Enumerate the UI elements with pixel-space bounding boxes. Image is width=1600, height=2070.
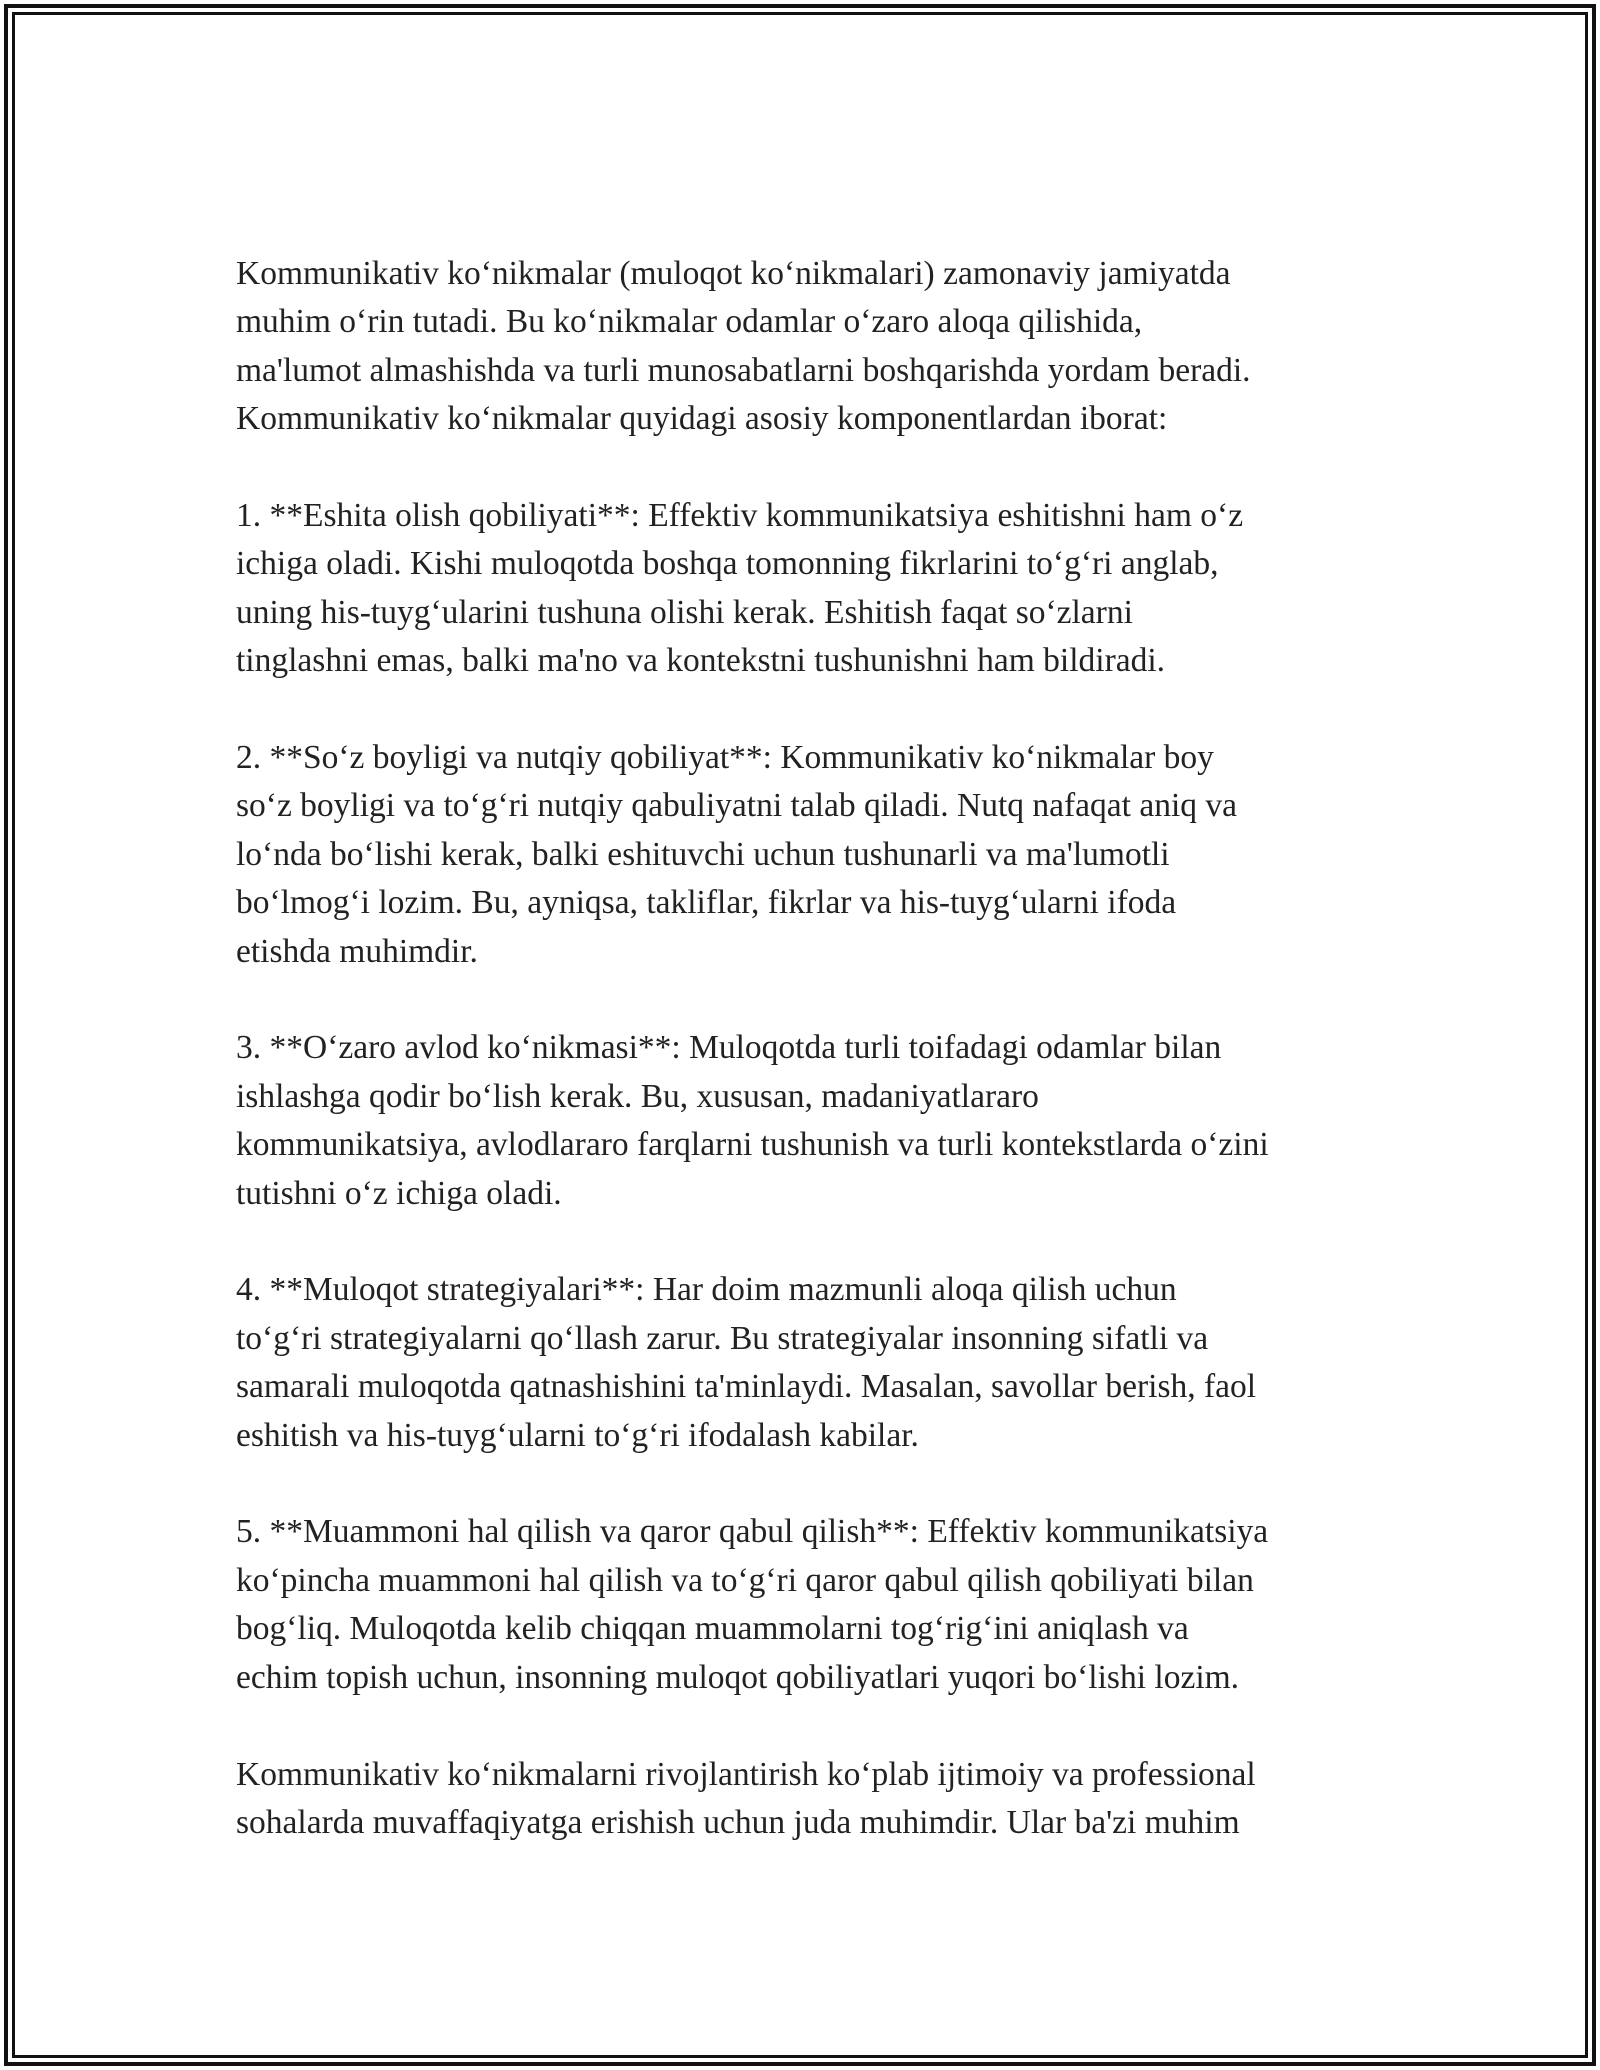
text-line: 4. **Muloqot strategiyalari**: Har doim mazmunli aloqa qilish uchun — [236, 1271, 1177, 1309]
text-line: uning his-tuygʻularini tushuna olishi kerak. Eshitish faqat soʻzlarni — [236, 593, 1133, 631]
text-line: loʻnda boʻlishi kerak, balki eshituvchi uchun tushunarli va ma'lumotli — [236, 835, 1170, 873]
text-line: sohalarda muvaffaqiyatga erishish uchun juda muhimdir. Ular ba'zi muhim — [236, 1803, 1240, 1841]
text-line: Kommunikativ koʻnikmalar quyidagi asosiy komponentlardan iborat: — [236, 400, 1168, 438]
text-line: kommunikatsiya, avlodlararo farqlarni tushunish va turli kontekstlarda oʻzini — [236, 1126, 1269, 1164]
text-line: 1. **Eshita olish qobiliyati**: Effektiv kommunikatsiya eshitishni ham oʻz — [236, 497, 1244, 535]
text-line: etishda muhimdir. — [236, 932, 478, 970]
text-line: 3. **Oʻzaro avlod koʻnikmasi**: Muloqotda turli toifadagi odamlar bilan — [236, 1029, 1222, 1067]
text-line: eshitish va his-tuygʻularni toʻgʻri ifodalash kabilar. — [236, 1416, 919, 1454]
text-line: samarali muloqotda qatnashishini ta'minlaydi. Masalan, savollar berish, faol — [236, 1368, 1257, 1406]
list-item-intergenerational — [236, 1024, 1416, 1218]
text-line: boʻlmogʻi lozim. Bu, ayniqsa, takliflar, fikrlar va his-tuygʻularni ifoda — [236, 884, 1177, 922]
text-line: koʻpincha muammoni hal qilish va toʻgʻri qaror qabul qilish qobiliyati bilan — [236, 1561, 1254, 1599]
list-item-strategies — [236, 1266, 1416, 1460]
list-item-listening — [236, 492, 1416, 686]
text-line: ishlashga qodir boʻlish kerak. Bu, xususan, madaniyatlararo — [236, 1077, 1039, 1115]
text-line: ichiga oladi. Kishi muloqotda boshqa tomonning fikrlarini toʻgʻri anglab, — [236, 545, 1219, 583]
text-line: tinglashni emas, balki ma'no va kontekstni tushunishni ham bildiradi. — [236, 642, 1166, 680]
text-line: 5. **Muammoni hal qilish va qaror qabul qilish**: Effektiv kommunikatsiya — [236, 1513, 1269, 1551]
list-item-problem-solving — [236, 1508, 1416, 1702]
text-line: toʻgʻri strategiyalarni qoʻllash zarur. Bu strategiyalar insonning sifatli va — [236, 1319, 1209, 1357]
text-line: muhim oʻrin tutadi. Bu koʻnikmalar odamlar oʻzaro aloqa qilishida, — [236, 303, 1143, 341]
text-line: Kommunikativ koʻnikmalar (muloqot koʻnikmalari) zamonaviy jamiyatda — [236, 255, 1231, 292]
text-line: ma'lumot almashishda va turli munosabatlarni boshqarishda yordam beradi. — [236, 351, 1251, 389]
text-line: bogʻliq. Muloqotda kelib chiqqan muammolarni togʻrigʻini aniqlash va — [236, 1610, 1189, 1648]
text-line: soʻz boyligi va toʻgʻri nutqiy qabuliyatni talab qiladi. Nutq nafaqat aniq va — [236, 787, 1238, 825]
text-line: Kommunikativ koʻnikmalarni rivojlantirish koʻplab ijtimoiy va professional — [236, 1755, 1256, 1793]
list-item-vocabulary — [236, 734, 1416, 976]
document-body — [236, 250, 1416, 1896]
closing-paragraph — [236, 1751, 1416, 1848]
text-line: tutishni oʻz ichiga oladi. — [236, 1174, 562, 1212]
text-line: echim topish uchun, insonning muloqot qobiliyatlari yuqori boʻlishi lozim. — [236, 1658, 1240, 1696]
text-line: 2. **Soʻz boyligi va nutqiy qobiliyat**: Kommunikativ koʻnikmalar boy — [236, 739, 1214, 777]
intro-paragraph — [236, 250, 1416, 444]
